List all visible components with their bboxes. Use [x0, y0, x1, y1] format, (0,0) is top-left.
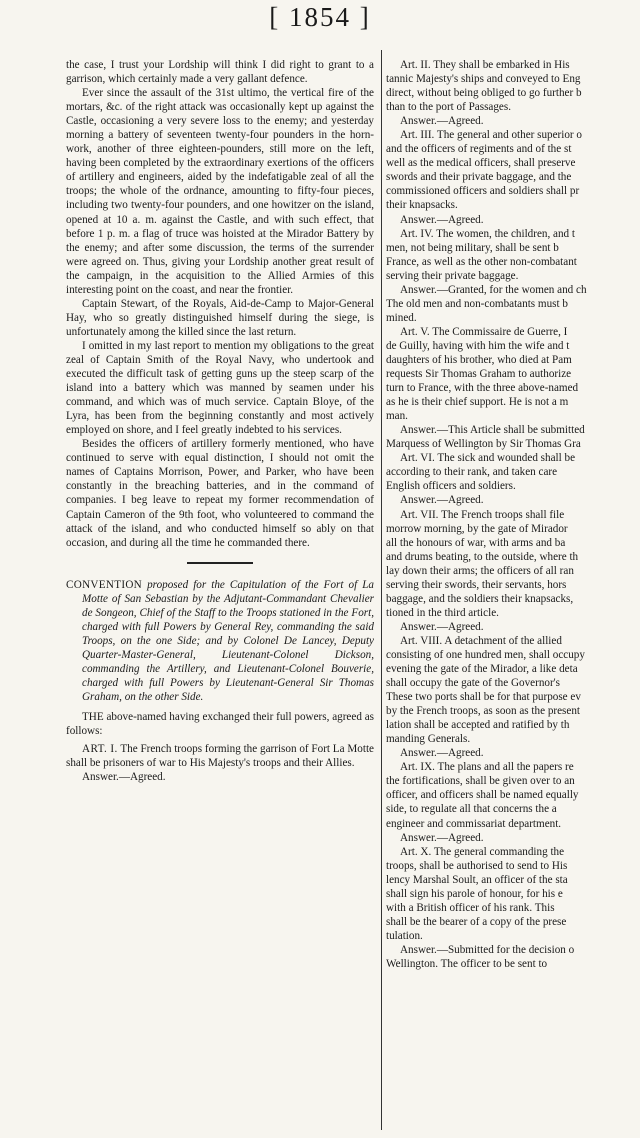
text-line: than to the port of Passages. [386, 101, 512, 114]
text-line: the fortifications, shall be given over to an [386, 775, 575, 788]
text-line: tannic Majesty's ships and conveyed to Eng [386, 73, 581, 86]
paragraph: I omitted in my last report to mention my obligations to the great zeal of Captain Smith of the Royal Navy, who undertook and executed the difficult task of getting guns up the steep scarp of the island into a battery which was manned by seamen under his command, and which was of much service. Captain Bloye, of the Lyra, has been from the beginning constantly and most actively employed on shore, and I feel greatly indebted to his services. [66, 339, 374, 437]
text-line: Art. II. They shall be embarked in His [400, 59, 570, 71]
convention-title [66, 578, 374, 704]
text-line: with a British officer of his rank. This [386, 901, 555, 914]
text-line: their knapsacks. [386, 199, 458, 212]
article-label: ART. I. [82, 743, 118, 756]
text-line: These two ports shall be for that purpose ev [386, 691, 581, 704]
text-line: serving their swords, their servants, hors [386, 578, 567, 591]
article-text: The French troops forming the garrison of Fort La Motte shall be prisoners of war to His Majesty's troops and their Allies. [66, 743, 374, 770]
paragraph: Captain Stewart, of the Royals, Aid-de-Camp to Major-General Hay, who so greatly distinguished himself during the siege, is unfortunately among the killed since the last return. [66, 297, 374, 338]
text-line: Answer.—Agreed. [400, 831, 484, 844]
text-line: France, as well as the other non-combatant [386, 255, 577, 268]
text-line: commissioned officers and soldiers shall pr [386, 185, 580, 198]
text-line: Art. VII. The French troops shall file [400, 508, 565, 521]
text-line: Art. VI. The sick and wounded shall be [400, 452, 576, 465]
text-line: Art. V. The Commissaire de Guerre, I [400, 325, 568, 338]
section-divider [187, 562, 253, 564]
text-line: Art. IX. The plans and all the papers re [400, 761, 574, 774]
text-line: daughters of his brother, who died at Pam [386, 353, 572, 366]
text-line: and drums beating, to the outside, where th [386, 550, 579, 563]
convention-lead: CONVENTION [66, 578, 143, 591]
text-line: lency Marshal Soult, an officer of the sta [386, 873, 568, 886]
text-line: Answer.—Agreed. [400, 747, 484, 760]
text-line: Art. III. The general and other superior o [400, 129, 582, 142]
text-line: lay down their arms; the officers of all ran [386, 564, 574, 577]
text-line: consisting of one hundred men, shall occupy [386, 648, 585, 661]
text-line: shall occupy the gate of the Governor's [386, 677, 561, 690]
text-line: swords and their private baggage, and the [386, 171, 572, 184]
text-line: Answer.—Agreed. [400, 494, 484, 507]
article-answer: Answer.—Agreed. [82, 771, 166, 784]
text-line: The old men and non-combatants must b [386, 297, 568, 310]
text-line: engineer and commissariat department. [386, 817, 562, 830]
text-line: shall be the bearer of a copy of the prese [386, 915, 567, 928]
text-line: and the officers of regiments and of the st [386, 143, 572, 156]
paragraph: Besides the officers of artillery formerly mentioned, who have continued to serve with equal distinction, I should not omit the names of Captains Morrison, Power, and Parker, who have been constantly in the breaching batteries, and in the command of companies. I beg leave to repeat my former recommendation of Captain Cameron of the 9th foot, who volunteered to command the attack of the island, and who conducted himself so ably on that occasion, and during all the time he commanded there. [66, 438, 374, 549]
text-line: tulation. [386, 929, 423, 942]
text-line: Answer.—Submitted for the decision o [400, 943, 575, 956]
text-line: shall sign his parole of honour, for his e [386, 887, 563, 900]
left-column [66, 58, 374, 784]
convention-title-text: proposed for the Capitulation of the Fort of La Motte of San Sebastian by the Adjutant-Commandant Chevalier de Songeon, Chief of the Staff to the Troops stationed in the Fort, charged with full Powers by General Rey, commanding the said Troops, on the one Side; and by Colonel De Lancey, Deputy Quarter-Master-General, Lieutenant-Colonel Dickson, commanding the Artillery, and Lieutenant-Colonel Bouverie, charged with full Powers by Lieutenant-General Sir Thomas Graham, on the other Side. [82, 578, 374, 704]
text-line: side, to regulate all that concerns the a [386, 803, 557, 816]
paragraph: Ever since the assault of the 31st ultimo, the vertical fire of the mortars, &c. of the right attack was occasionally kept up against the Castle, occasioning a very severe loss to the enemy; and yesterday morning a battery of seventeen twenty-four pounders in the horn-work, another of three eighteen-pounders, still more on the left, having been completed by the extraordinary exertions of the officers of artillery and engineers, aided by the indefatigable zeal of all the troops; the whole of the ordnance, amounting to fifty-four pieces, including two twenty-four pounders, and one howitzer on the island, opened at 10 a. m. against the Castle, and with such effect, that before 1 p. m. a flag of truce was hoisted at the Mirador Battery by the enemy; and after some discussion, the terms of the surrender were agreed on. Thus, giving your Lordship another great result of the campaign, in the acquisition to the Allied Armies of this interesting point on the coast, and near the frontier. [66, 87, 374, 296]
text-line: according to their rank, and taken care [386, 466, 558, 479]
right-column [386, 58, 640, 971]
text-line: lation shall be accepted and ratified by th [386, 719, 570, 732]
text-line: Answer.—Agreed. [400, 620, 484, 633]
text-line: serving their private baggage. [386, 269, 519, 282]
text-line: Art. X. The general commanding the [400, 845, 565, 858]
page-number: [ 1854 ] [269, 2, 371, 32]
preamble: THE above-named having exchanged their full powers, agreed as follows: [66, 711, 374, 738]
text-line: men, not being military, shall be sent b [386, 241, 559, 254]
text-line: Art. VIII. A detachment of the allied [400, 634, 562, 647]
text-line: Answer.—This Article shall be submitted [400, 424, 585, 437]
text-line: officer, and officers shall be named equally [386, 789, 579, 802]
text-line: tioned in the third article. [386, 606, 499, 619]
text-line: Answer.—Granted, for the women and ch [400, 283, 587, 296]
text-line: Art. IV. The women, the children, and t [400, 227, 576, 240]
text-line: man. [386, 410, 408, 423]
text-line: direct, without being obliged to go further b [386, 87, 582, 100]
text-line: well as the medical officers, shall preserve [386, 157, 576, 170]
text-line: turn to France, with the three above-named [386, 382, 579, 395]
text-line: requests Sir Thomas Graham to authorize [386, 368, 572, 381]
text-line: de Guilly, having with him the wife and t [386, 339, 570, 352]
text-line: baggage, and the soldiers their knapsacks, [386, 592, 574, 605]
text-line: all the honours of war, with arms and ba [386, 536, 566, 549]
text-line: Answer.—Agreed. [400, 115, 484, 128]
text-line: English officers and soldiers. [386, 480, 516, 493]
text-line: Marquess of Wellington by Sir Thomas Gra [386, 438, 581, 451]
article-1 [66, 742, 374, 770]
text-line: evening the gate of the Mirador, a like deta [386, 663, 578, 676]
text-line: morrow morning, by the gate of Mirador [386, 522, 568, 535]
text-line: by the French troops, as soon as the present [386, 705, 580, 718]
text-line: manding Generals. [386, 733, 471, 746]
column-divider [381, 50, 382, 1130]
text-line: Answer.—Agreed. [400, 213, 484, 226]
text-line: as he is their chief support. He is not a m [386, 396, 569, 409]
text-line: troops, shall be authorised to send to His [386, 859, 568, 872]
text-line: Wellington. The officer to be sent to [386, 958, 548, 970]
text-line: mined. [386, 311, 417, 324]
paragraph: the case, I trust your Lordship will think I did right to grant to a garrison, which certainly made a very gallant defence. [66, 59, 374, 86]
